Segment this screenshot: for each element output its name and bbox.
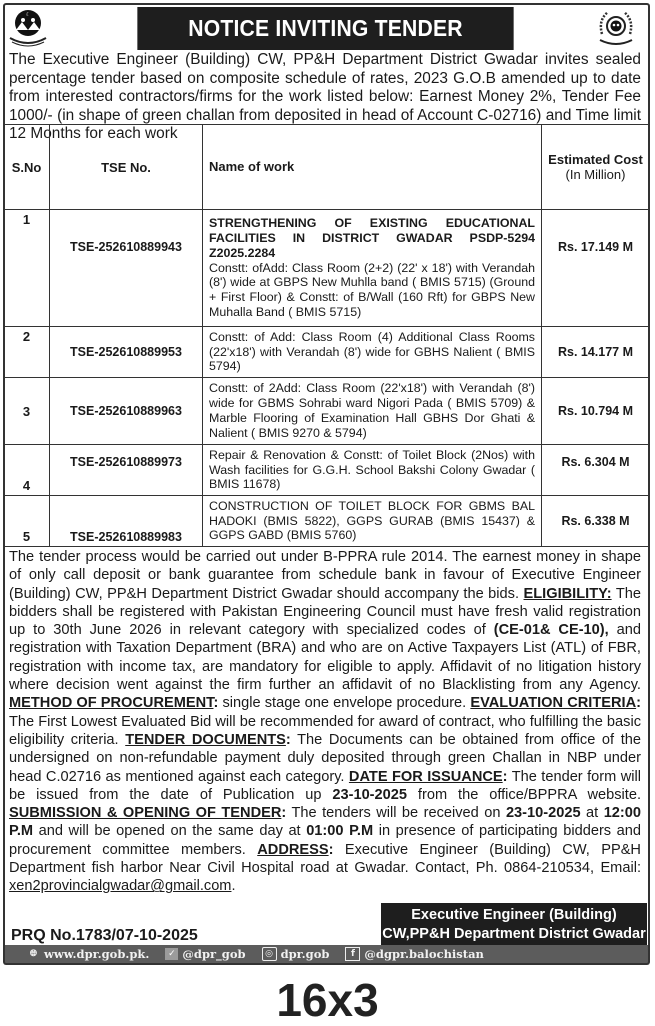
social-website-text: www.dpr.gob.pk. bbox=[44, 947, 150, 961]
row-name-detail: Constt: ofAdd: Class Room (2+2) (22' x 18') with Verandah (8') wide at GBPS New Muhlla band ( BMIS 5715) (Ground + First Floor) & Constt: of B/Wall (160 Rft) for GBPS New Muhalla Band ( BMIS 5715) bbox=[209, 260, 535, 319]
evaluation-heading: EVALUATION CRITERIA bbox=[470, 695, 637, 712]
table-row bbox=[4, 210, 650, 327]
row-tse: TSE-252610889963 bbox=[50, 378, 203, 445]
row-name-of-work: Constt: of Add: Class Room (4) Additional Class Rooms (22'x18') with Verandah (8') wide for GBHS Nalient ( BMIS 5794) bbox=[203, 327, 542, 378]
social-instagram-text: dpr.gob bbox=[280, 947, 330, 961]
colon: : bbox=[328, 841, 334, 858]
method-text: single stage one envelope procedure. bbox=[218, 695, 467, 712]
eligibility-heading: ELIGIBILITY: bbox=[523, 585, 612, 602]
cost-header-line2: (In Million) bbox=[565, 167, 626, 182]
social-twitter[interactable] bbox=[165, 947, 245, 961]
colon: : bbox=[502, 768, 508, 785]
row-tse: TSE-252610889943 bbox=[50, 210, 203, 327]
period: . bbox=[231, 878, 236, 895]
row-sno: 4 bbox=[4, 445, 50, 496]
submission-date: 23-10-2025 bbox=[505, 805, 581, 822]
issuance-heading: DATE FOR ISSUANCE bbox=[348, 768, 503, 785]
row-sno: 3 bbox=[4, 378, 50, 445]
column-header-tse: TSE No. bbox=[50, 125, 203, 210]
submission-text: The tenders will be received on bbox=[286, 805, 506, 822]
svg-text:☾: ☾ bbox=[25, 12, 31, 18]
address-heading: ADDRESS bbox=[257, 841, 329, 858]
row-cost: Rs. 10.794 M bbox=[542, 378, 650, 445]
submission-text-end: in presence of participating bidders and procurement committee members. bbox=[9, 823, 642, 858]
documents-heading: TENDER DOCUMENTS bbox=[125, 731, 286, 748]
social-strip bbox=[3, 945, 650, 965]
prq-number: PRQ No.1783/07-10-2025 bbox=[11, 927, 198, 944]
row-tse: TSE-252610889983 bbox=[50, 496, 203, 547]
colon: : bbox=[281, 805, 287, 822]
submission-time: 12:00 P.M bbox=[9, 805, 642, 840]
twitter-icon: ✓ bbox=[165, 948, 178, 960]
facebook-icon: f bbox=[345, 947, 360, 961]
table-row bbox=[4, 496, 650, 547]
opening-time: 01:00 P.M bbox=[306, 823, 374, 840]
eligibility-text-cont: and registration with Taxation Department (BRA) and who are on Active Taxpayers List (ATL) of FBR, registration with income tax, are mandatory for eligible to apply. Affidavit of no litigation history where decision went against the firm further an affidavit of no Blacklisting from any Agency. bbox=[9, 622, 641, 694]
colon: : bbox=[636, 695, 641, 712]
instagram-icon: ◎ bbox=[262, 947, 277, 961]
works-table bbox=[3, 124, 650, 547]
globe-icon: 🌐︎ bbox=[29, 949, 38, 959]
column-header-sno: S.No bbox=[4, 125, 50, 210]
social-facebook[interactable] bbox=[345, 947, 484, 961]
row-tse: TSE-252610889953 bbox=[50, 327, 203, 378]
table-row bbox=[4, 445, 650, 496]
social-twitter-text: @dpr_gob bbox=[182, 947, 246, 961]
intro-paragraph: The Executive Engineer (Building) CW, PP&H Department District Gwadar invites sealed percentage tender based on composite schedule of rates, 2023 G.O.B amended up to date from interested contractors/firms for the work listed below: Earnest Money 2%, Tender Fee 1000/- (in shape of green challan from deposited in head of Account C-02716) and Time limit 12 Months for each work bbox=[9, 51, 641, 142]
eligibility-codes: (CE-01& CE-10), bbox=[493, 622, 609, 639]
signature-line1: Executive Engineer (Building) bbox=[411, 907, 617, 923]
ad-size-label: 16x3 bbox=[276, 974, 379, 1026]
row-sno: 2 bbox=[4, 327, 50, 378]
eligibility-text: The bidders shall be registered with Pakistan Engineering Council must have fresh valid registration up to 30th June 2026 in relevant category with specialized codes of bbox=[9, 585, 641, 639]
submission-text-cont: and will be opened on the same day at bbox=[33, 823, 307, 840]
method-heading: METHOD OF PROCUREMENT bbox=[9, 695, 214, 712]
row-sno: 5 bbox=[4, 496, 50, 547]
row-cost: Rs. 17.149 M bbox=[542, 210, 650, 327]
terms-intro: The tender process would be carried out under B-PPRA rule 2014. The earnest money in shape of only call deposit or bank guarantee from schedule bank in favour of Executive Engineer (Building) CW, PP&H Department District Gwadar should accompany the bids. bbox=[9, 549, 641, 602]
signature-line2: CW,PP&H Department District Gwadar bbox=[382, 926, 646, 942]
row-name-of-work bbox=[203, 210, 542, 327]
row-cost: Rs. 14.177 M bbox=[542, 327, 650, 378]
email-link[interactable]: xen2provincialgwadar@gmail.com bbox=[9, 878, 232, 895]
notice-title: NOTICE INVITING TENDER bbox=[137, 7, 513, 50]
column-header-cost bbox=[542, 125, 650, 210]
row-name-bold: STRENGTHENING OF EXISTING EDUCATIONAL FACILITIES IN DISTRICT GWADAR PSDP-5294 Z2025.2284 bbox=[209, 216, 535, 260]
terms-paragraph bbox=[9, 548, 641, 896]
social-instagram[interactable] bbox=[262, 947, 330, 961]
social-facebook-text: @dgpr.balochistan bbox=[364, 947, 484, 961]
table-header-row bbox=[4, 125, 650, 210]
row-cost: Rs. 6.338 M bbox=[542, 496, 650, 547]
address-text: Executive Engineer (Building) CW, PP&H Department fish harbor Near Civil Hospital road at Gwadar. Contact, Ph. 0864-210534, Email: bbox=[9, 841, 641, 877]
documents-text: The Documents can be obtained from office of the undersigned on non-refundable payment duly deposited through green Challan in NBP under head C.02716 as mentioned against each category. bbox=[9, 731, 641, 785]
table-row bbox=[4, 378, 650, 445]
evaluation-text: The First Lowest Evaluated Bid will be recommended for award of contract, who fulfilling the basic eligibility criteria. bbox=[9, 713, 641, 748]
row-name-of-work: Constt: of 2Add: Class Room (22'x18') with Verandah (8') wide for GBMS Sohrabi ward Nigori Pada ( BMIS 5709) & Marble Flooring of Examination Hall GBHS Dor Ghati & Nalient ( BMIS 9270 & 5794) bbox=[203, 378, 542, 445]
colon: : bbox=[213, 695, 219, 712]
column-header-name: Name of work bbox=[203, 125, 542, 210]
cost-header-line1: Estimated Cost bbox=[548, 152, 643, 167]
issuance-text-cont: from the office/BPPRA website. bbox=[407, 786, 641, 803]
row-name-of-work: Repair & Renovation & Constt: of Toilet Block (2Nos) with Wash facilities for G.G.H. School Bakshi Colony Gwadar ( BMIS 11678) bbox=[203, 445, 542, 496]
table-row bbox=[4, 327, 650, 378]
row-cost: Rs. 6.304 M bbox=[542, 445, 650, 496]
row-name-of-work: CONSTRUCTION OF TOILET BLOCK FOR GBMS BAL HADOKI (BMIS 5822), GGPS GURAB (BMIS 15437) & GGPS GABD (BMIS 5760) bbox=[203, 496, 542, 547]
issuance-date: 23-10-2025 bbox=[332, 786, 408, 803]
dgpr-emblem-icon bbox=[594, 6, 638, 50]
balochistan-emblem-icon bbox=[6, 6, 50, 50]
colon: : bbox=[285, 731, 291, 748]
row-sno: 1 bbox=[4, 210, 50, 327]
signature-block bbox=[381, 903, 647, 947]
social-website[interactable] bbox=[27, 947, 149, 961]
row-tse: TSE-252610889973 bbox=[50, 445, 203, 496]
submission-at: at bbox=[580, 805, 604, 822]
issuance-text: The tender form will be issued from the date of Publication up bbox=[9, 768, 641, 803]
submission-heading: SUBMISSION & OPENING OF TENDER bbox=[9, 805, 282, 822]
